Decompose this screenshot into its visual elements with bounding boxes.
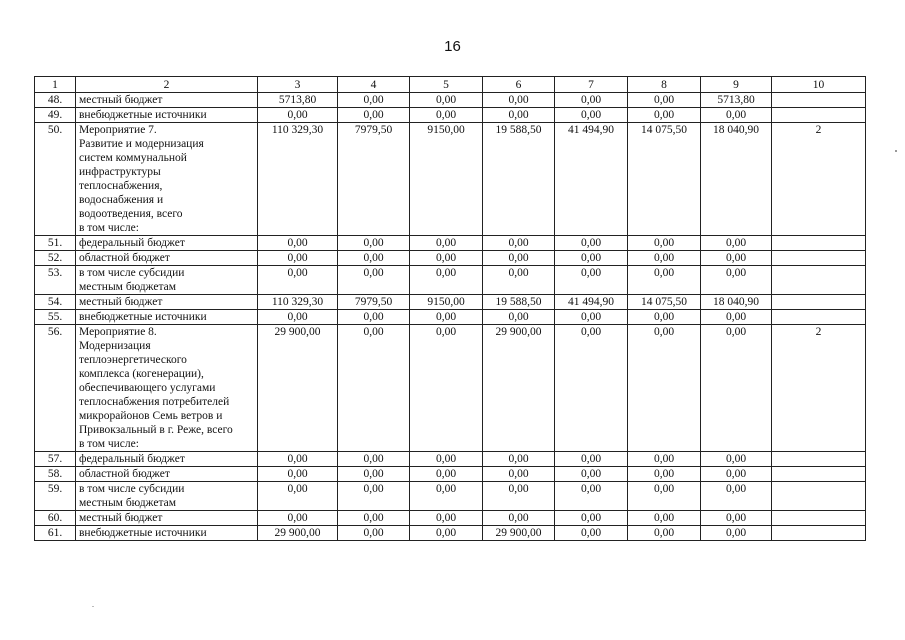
value-cell: 0,00 bbox=[701, 526, 772, 541]
value-cell: 0,00 bbox=[483, 251, 555, 266]
value-cell: 0,00 bbox=[258, 452, 338, 467]
row-name-line: внебюджетные источники bbox=[79, 311, 207, 323]
value-cell: 19 588,50 bbox=[483, 123, 555, 236]
value-cell: 5713,80 bbox=[258, 93, 338, 108]
row-number: 50. bbox=[35, 123, 76, 236]
row-number: 53. bbox=[35, 266, 76, 295]
row-name-line: федеральный бюджет bbox=[79, 453, 185, 465]
value-cell: 29 900,00 bbox=[483, 526, 555, 541]
value-cell: 0,00 bbox=[555, 108, 628, 123]
scan-speck bbox=[895, 150, 897, 152]
table-row bbox=[35, 108, 866, 123]
column-10-cell bbox=[772, 266, 866, 295]
value-cell: 0,00 bbox=[338, 482, 410, 511]
column-header: 7 bbox=[555, 77, 628, 93]
value-cell: 0,00 bbox=[628, 467, 701, 482]
row-name-cell bbox=[76, 236, 258, 251]
value-cell: 0,00 bbox=[258, 467, 338, 482]
value-cell: 0,00 bbox=[338, 236, 410, 251]
value-cell: 0,00 bbox=[701, 467, 772, 482]
column-10-cell bbox=[772, 295, 866, 310]
column-10-cell bbox=[772, 236, 866, 251]
row-name-line: микрорайонов Семь ветров и bbox=[79, 410, 223, 422]
row-number: 54. bbox=[35, 295, 76, 310]
column-header: 10 bbox=[772, 77, 866, 93]
value-cell: 0,00 bbox=[410, 482, 483, 511]
row-name-line: обеспечивающего услугами bbox=[79, 382, 216, 394]
value-cell: 41 494,90 bbox=[555, 123, 628, 236]
value-cell: 0,00 bbox=[555, 236, 628, 251]
row-name-line: теплоэнергетического bbox=[79, 354, 187, 366]
row-number: 51. bbox=[35, 236, 76, 251]
table-row bbox=[35, 93, 866, 108]
value-cell: 0,00 bbox=[410, 452, 483, 467]
value-cell: 0,00 bbox=[628, 511, 701, 526]
value-cell: 0,00 bbox=[258, 266, 338, 295]
row-name-cell bbox=[76, 325, 258, 452]
column-header: 1 bbox=[35, 77, 76, 93]
row-name-line: местный бюджет bbox=[79, 512, 163, 524]
value-cell: 0,00 bbox=[628, 325, 701, 452]
value-cell: 0,00 bbox=[258, 236, 338, 251]
column-10-cell: 2 bbox=[772, 123, 866, 236]
row-name-line: в том числе: bbox=[79, 222, 139, 234]
value-cell: 0,00 bbox=[628, 236, 701, 251]
row-name-line: внебюджетные источники bbox=[79, 109, 207, 121]
row-name-line: водоснабжения и bbox=[79, 194, 164, 206]
row-number: 52. bbox=[35, 251, 76, 266]
value-cell: 14 075,50 bbox=[628, 123, 701, 236]
row-number: 59. bbox=[35, 482, 76, 511]
row-name-line: местный бюджет bbox=[79, 296, 163, 308]
row-name-cell bbox=[76, 467, 258, 482]
row-name-cell bbox=[76, 482, 258, 511]
value-cell: 0,00 bbox=[483, 266, 555, 295]
value-cell: 0,00 bbox=[410, 325, 483, 452]
row-name-line: федеральный бюджет bbox=[79, 237, 185, 249]
value-cell: 29 900,00 bbox=[258, 325, 338, 452]
table-row bbox=[35, 482, 866, 511]
page-number: 16 bbox=[444, 38, 461, 55]
table-header-row bbox=[35, 77, 866, 93]
value-cell: 0,00 bbox=[701, 310, 772, 325]
value-cell: 0,00 bbox=[410, 526, 483, 541]
value-cell: 0,00 bbox=[628, 266, 701, 295]
column-header: 8 bbox=[628, 77, 701, 93]
value-cell: 41 494,90 bbox=[555, 295, 628, 310]
value-cell: 0,00 bbox=[628, 310, 701, 325]
row-name-line: местным бюджетам bbox=[79, 497, 176, 509]
row-name-line: местным бюджетам bbox=[79, 281, 176, 293]
column-10-cell: 2 bbox=[772, 325, 866, 452]
value-cell: 0,00 bbox=[555, 482, 628, 511]
value-cell: 7979,50 bbox=[338, 123, 410, 236]
value-cell: 0,00 bbox=[338, 108, 410, 123]
value-cell: 0,00 bbox=[410, 467, 483, 482]
value-cell: 5713,80 bbox=[701, 93, 772, 108]
row-name-line: Привокзальный в г. Реже, всего bbox=[79, 424, 233, 436]
column-10-cell bbox=[772, 452, 866, 467]
value-cell: 0,00 bbox=[483, 467, 555, 482]
column-10-cell bbox=[772, 310, 866, 325]
value-cell: 0,00 bbox=[701, 452, 772, 467]
value-cell: 0,00 bbox=[555, 310, 628, 325]
table-row bbox=[35, 310, 866, 325]
value-cell: 29 900,00 bbox=[258, 526, 338, 541]
value-cell: 0,00 bbox=[410, 108, 483, 123]
value-cell: 110 329,30 bbox=[258, 123, 338, 236]
column-10-cell bbox=[772, 108, 866, 123]
value-cell: 0,00 bbox=[338, 266, 410, 295]
value-cell: 0,00 bbox=[338, 251, 410, 266]
value-cell: 0,00 bbox=[555, 93, 628, 108]
column-10-cell bbox=[772, 251, 866, 266]
value-cell: 0,00 bbox=[338, 93, 410, 108]
row-number: 49. bbox=[35, 108, 76, 123]
budget-table bbox=[34, 76, 866, 541]
row-number: 56. bbox=[35, 325, 76, 452]
value-cell: 0,00 bbox=[483, 511, 555, 526]
row-name-line: Мероприятие 8. bbox=[79, 326, 157, 338]
value-cell: 19 588,50 bbox=[483, 295, 555, 310]
value-cell: 0,00 bbox=[483, 310, 555, 325]
row-name-line: Развитие и модернизация bbox=[79, 138, 204, 150]
value-cell: 0,00 bbox=[410, 251, 483, 266]
value-cell: 0,00 bbox=[258, 108, 338, 123]
column-10-cell bbox=[772, 93, 866, 108]
table-row bbox=[35, 123, 866, 236]
value-cell: 18 040,90 bbox=[701, 295, 772, 310]
value-cell: 0,00 bbox=[483, 452, 555, 467]
row-name-line: в том числе субсидии bbox=[79, 267, 185, 279]
row-name-line: теплоснабжения, bbox=[79, 180, 163, 192]
row-name-cell bbox=[76, 511, 258, 526]
value-cell: 0,00 bbox=[410, 310, 483, 325]
row-name-cell bbox=[76, 526, 258, 541]
table-row bbox=[35, 295, 866, 310]
row-number: 61. bbox=[35, 526, 76, 541]
value-cell: 0,00 bbox=[483, 93, 555, 108]
table-row bbox=[35, 511, 866, 526]
row-name-line: комплекса (когенерации), bbox=[79, 368, 204, 380]
row-name-line: местный бюджет bbox=[79, 94, 163, 106]
column-header: 3 bbox=[258, 77, 338, 93]
value-cell: 0,00 bbox=[628, 108, 701, 123]
row-name-line: Модернизация bbox=[79, 340, 151, 352]
value-cell: 0,00 bbox=[258, 310, 338, 325]
column-10-cell bbox=[772, 511, 866, 526]
row-number: 55. bbox=[35, 310, 76, 325]
column-10-cell bbox=[772, 482, 866, 511]
value-cell: 0,00 bbox=[410, 266, 483, 295]
value-cell: 0,00 bbox=[628, 526, 701, 541]
row-name-cell bbox=[76, 452, 258, 467]
table-row bbox=[35, 325, 866, 452]
value-cell: 0,00 bbox=[628, 93, 701, 108]
table-row bbox=[35, 467, 866, 482]
value-cell: 29 900,00 bbox=[483, 325, 555, 452]
column-header: 5 bbox=[410, 77, 483, 93]
column-header: 9 bbox=[701, 77, 772, 93]
value-cell: 0,00 bbox=[555, 325, 628, 452]
column-10-cell bbox=[772, 526, 866, 541]
value-cell: 0,00 bbox=[701, 325, 772, 452]
column-header: 2 bbox=[76, 77, 258, 93]
value-cell: 0,00 bbox=[555, 526, 628, 541]
value-cell: 7979,50 bbox=[338, 295, 410, 310]
value-cell: 0,00 bbox=[483, 108, 555, 123]
value-cell: 0,00 bbox=[701, 482, 772, 511]
value-cell: 0,00 bbox=[701, 108, 772, 123]
row-number: 57. bbox=[35, 452, 76, 467]
row-name-line: инфраструктуры bbox=[79, 166, 161, 178]
value-cell: 0,00 bbox=[483, 236, 555, 251]
value-cell: 110 329,30 bbox=[258, 295, 338, 310]
row-name-cell bbox=[76, 295, 258, 310]
row-name-line: Мероприятие 7. bbox=[79, 124, 157, 136]
value-cell: 0,00 bbox=[338, 511, 410, 526]
row-name-line: водоотведения, всего bbox=[79, 208, 183, 220]
value-cell: 0,00 bbox=[628, 482, 701, 511]
value-cell: 0,00 bbox=[410, 236, 483, 251]
row-number: 48. bbox=[35, 93, 76, 108]
row-name-line: систем коммунальной bbox=[79, 152, 187, 164]
value-cell: 0,00 bbox=[338, 310, 410, 325]
row-name-line: в том числе: bbox=[79, 438, 139, 450]
value-cell: 0,00 bbox=[338, 526, 410, 541]
value-cell: 14 075,50 bbox=[628, 295, 701, 310]
value-cell: 0,00 bbox=[338, 467, 410, 482]
column-10-cell bbox=[772, 467, 866, 482]
value-cell: 0,00 bbox=[555, 467, 628, 482]
table-row bbox=[35, 251, 866, 266]
value-cell: 0,00 bbox=[338, 452, 410, 467]
table-row bbox=[35, 266, 866, 295]
scan-speck bbox=[92, 606, 94, 607]
value-cell: 9150,00 bbox=[410, 295, 483, 310]
value-cell: 0,00 bbox=[555, 251, 628, 266]
value-cell: 0,00 bbox=[701, 236, 772, 251]
row-name-cell bbox=[76, 251, 258, 266]
row-name-line: областной бюджет bbox=[79, 252, 170, 264]
row-name-line: теплоснабжения потребителей bbox=[79, 396, 230, 408]
table-row bbox=[35, 452, 866, 467]
row-name-cell bbox=[76, 266, 258, 295]
row-number: 58. bbox=[35, 467, 76, 482]
value-cell: 9150,00 bbox=[410, 123, 483, 236]
table-row bbox=[35, 526, 866, 541]
value-cell: 0,00 bbox=[701, 511, 772, 526]
row-name-line: в том числе субсидии bbox=[79, 483, 185, 495]
column-header: 6 bbox=[483, 77, 555, 93]
value-cell: 0,00 bbox=[258, 511, 338, 526]
value-cell: 18 040,90 bbox=[701, 123, 772, 236]
column-header: 4 bbox=[338, 77, 410, 93]
value-cell: 0,00 bbox=[483, 482, 555, 511]
value-cell: 0,00 bbox=[410, 93, 483, 108]
row-name-line: внебюджетные источники bbox=[79, 527, 207, 539]
value-cell: 0,00 bbox=[555, 266, 628, 295]
row-name-cell bbox=[76, 93, 258, 108]
table-row bbox=[35, 236, 866, 251]
value-cell: 0,00 bbox=[701, 266, 772, 295]
value-cell: 0,00 bbox=[628, 452, 701, 467]
value-cell: 0,00 bbox=[258, 251, 338, 266]
row-name-cell bbox=[76, 310, 258, 325]
value-cell: 0,00 bbox=[555, 511, 628, 526]
row-name-line: областной бюджет bbox=[79, 468, 170, 480]
value-cell: 0,00 bbox=[701, 251, 772, 266]
row-name-cell bbox=[76, 123, 258, 236]
row-name-cell bbox=[76, 108, 258, 123]
row-number: 60. bbox=[35, 511, 76, 526]
value-cell: 0,00 bbox=[555, 452, 628, 467]
value-cell: 0,00 bbox=[410, 511, 483, 526]
value-cell: 0,00 bbox=[258, 482, 338, 511]
value-cell: 0,00 bbox=[628, 251, 701, 266]
value-cell: 0,00 bbox=[338, 325, 410, 452]
